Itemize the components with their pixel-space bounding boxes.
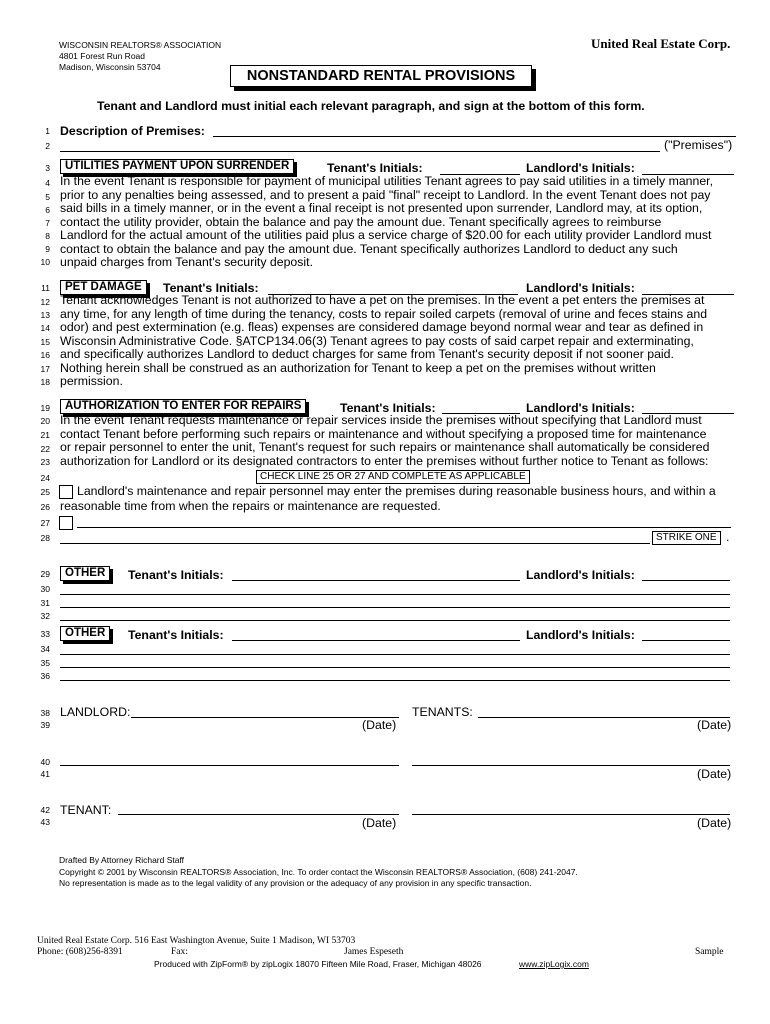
- text-line: contact the utility provider, obtain the balance and pay the amount due. Tenant specifically agrees to reimburse: [60, 214, 662, 229]
- line-number: 13: [40, 310, 50, 320]
- line-number: 16: [40, 350, 50, 360]
- text-line: prior to any penalties being assessed, and to present a paid "final" receipt to Landlord. In the event Tenant does not pay: [60, 187, 711, 202]
- line-number: 30: [40, 584, 50, 594]
- line-27-checkbox[interactable]: [59, 516, 73, 530]
- line-41-date-label: (Date): [697, 767, 732, 781]
- line-number: 34: [40, 644, 50, 654]
- line-number: 17: [40, 364, 50, 374]
- line-number: 14: [40, 323, 50, 333]
- line-number: 1: [45, 126, 50, 136]
- line-number: 38: [40, 708, 50, 718]
- other1-landlord-initials-field[interactable]: [642, 580, 730, 581]
- line-number: 18: [40, 377, 50, 387]
- line-number: 41: [40, 769, 50, 779]
- repairs-option-25-cont: reasonable time from when the repairs or maintenance are requested.: [60, 499, 441, 513]
- other2-line-35[interactable]: [60, 667, 730, 668]
- other2-landlord-initials-label: Landlord's Initials:: [526, 628, 635, 642]
- signature-line-40-left[interactable]: [60, 765, 399, 766]
- line-number: 15: [40, 337, 50, 347]
- text-line: contact Tenant before performing such repairs or maintenance and without specifying a proposed time for maintenance: [60, 426, 707, 441]
- association-name: WISCONSIN REALTORS® ASSOCIATION: [59, 40, 222, 50]
- line-number: 42: [40, 805, 50, 815]
- repairs-tag: AUTHORIZATION TO ENTER FOR REPAIRS: [60, 399, 306, 414]
- repairs-landlord-initials-label: Landlord's Initials:: [526, 401, 635, 415]
- other2-line-34[interactable]: [60, 654, 730, 655]
- line-number: 8: [45, 231, 50, 241]
- line-number: 24: [40, 473, 50, 483]
- text-line: permission.: [60, 374, 123, 388]
- produced-with: Produced with ZipForm® by zipLogix 18070 Fifteen Mile Road, Fraser, Michigan 48026: [154, 959, 482, 969]
- tenant-signature-label: TENANT:: [60, 803, 112, 817]
- text-line: Landlord for the actual amount of the utilities paid plus a service charge of $20.00 for each utility provider Landlord must: [60, 228, 712, 242]
- tenants-signature-line[interactable]: [478, 717, 730, 718]
- line-number: 26: [40, 502, 50, 512]
- tenant-signature-line-right[interactable]: [412, 814, 730, 815]
- copyright: Copyright © 2001 by Wisconsin REALTORS® Association, Inc. To order contact the Wisconsin REALTORS® Association, (608) 241-2047.: [59, 867, 578, 877]
- premises-input-line-1[interactable]: [213, 136, 736, 137]
- utilities-tenant-initials-label: Tenant's Initials:: [327, 161, 423, 175]
- company-phone: Phone: (608)256-8391: [37, 947, 123, 957]
- line-25-checkbox[interactable]: [59, 485, 73, 499]
- line-number: 39: [40, 720, 50, 730]
- landlord-signature-label: LANDLORD:: [60, 705, 131, 719]
- other1-line-30[interactable]: [60, 594, 730, 595]
- landlord-date-label: (Date): [362, 718, 397, 732]
- text-line: or repair personnel to enter the unit, Tenant's request for such repairs or maintenance shall automatically be considered: [60, 440, 710, 454]
- text-line: any time, for any length of time during the tenancy, costs to repair soiled carpets (removal of urine and feces stains and: [60, 306, 708, 321]
- text-line: Tenant acknowledges Tenant is not authorized to have a pet on the premises. In the event a pet enters the premises at: [60, 293, 705, 307]
- other-tag-1: OTHER: [60, 566, 110, 581]
- text-line: Nothing herein shall be construed as an authorization for Tenant to keep a pet on the premises without written: [60, 360, 656, 375]
- line-number: 28: [40, 533, 50, 543]
- line-number: 10: [40, 257, 50, 267]
- drafted-by: Drafted By Attorney Richard Staff: [59, 855, 185, 865]
- line-number: 35: [40, 658, 50, 668]
- line-number: 7: [45, 218, 50, 228]
- utilities-tag: UTILITIES PAYMENT UPON SURRENDER: [60, 159, 294, 174]
- text-line: In the event Tenant is responsible for payment of municipal utilities Tenant agrees to pay said utilities in a timely manner,: [60, 174, 714, 188]
- line-number: 3: [45, 163, 50, 173]
- tenants-date-label: (Date): [697, 718, 732, 732]
- line-number: 27: [40, 518, 50, 528]
- agent-name: James Espeseth: [344, 947, 404, 957]
- tenant-right-date-label: (Date): [697, 816, 732, 830]
- pet-landlord-initials-label: Landlord's Initials:: [526, 281, 635, 295]
- line-number: 20: [40, 416, 50, 426]
- other1-line-31[interactable]: [60, 607, 730, 608]
- text-line: contact to obtain the balance and pay the amount due. Tenant specifically authorizes Landlord to deduct any such: [60, 241, 678, 256]
- strike-one-note: STRIKE ONE: [652, 531, 721, 545]
- line-number: 40: [40, 757, 50, 767]
- line-number: 33: [40, 629, 50, 639]
- line-number: 4: [45, 178, 50, 188]
- text-line: and specifically authorizes Landlord to deduct charges for same from Tenant's security deposit if not sooner paid.: [60, 347, 674, 361]
- association-address-2: Madison, Wisconsin 53704: [59, 62, 161, 72]
- other1-tenant-initials-label: Tenant's Initials:: [128, 568, 224, 582]
- text-line: unpaid charges from Tenant's security deposit.: [60, 255, 313, 269]
- check-instruction-note: CHECK LINE 25 OR 27 AND COMPLETE AS APPLICABLE: [256, 470, 530, 484]
- text-line: odor) and pest extermination (e.g. fleas) expenses are considered damage beyond normal wear and tear as defined in: [60, 320, 704, 334]
- line-number: 25: [40, 487, 50, 497]
- period: .: [726, 530, 730, 544]
- line-number: 9: [45, 244, 50, 254]
- text-line: In the event Tenant requests maintenance or repair services inside the premises without specifying that Landlord must: [60, 413, 702, 427]
- company-address: United Real Estate Corp. 516 East Washington Avenue, Suite 1 Madison, WI 53703: [37, 936, 356, 946]
- other2-line-36[interactable]: [60, 680, 730, 681]
- line-number: 36: [40, 671, 50, 681]
- line-number: 32: [40, 611, 50, 621]
- pet-tenant-initials-label: Tenant's Initials:: [163, 281, 259, 295]
- other1-tenant-initials-field[interactable]: [232, 580, 520, 581]
- premises-suffix: ("Premises"): [664, 138, 733, 152]
- other1-landlord-initials-label: Landlord's Initials:: [526, 568, 635, 582]
- line-number: 19: [40, 403, 50, 413]
- line-number: 29: [40, 569, 50, 579]
- repairs-text: [60, 414, 736, 468]
- other2-landlord-initials-field[interactable]: [642, 640, 730, 641]
- text-line: Wisconsin Administrative Code. §ATCP134.06(3) Tenant agrees to pay costs of said carpet repair and exterminating,: [60, 333, 694, 348]
- company-name: United Real Estate Corp.: [591, 36, 731, 51]
- other1-line-32[interactable]: [60, 620, 730, 621]
- line-number: 43: [40, 817, 50, 827]
- line-28-input[interactable]: [60, 543, 650, 544]
- repairs-tenant-initials-label: Tenant's Initials:: [340, 401, 436, 415]
- utilities-text: [60, 175, 736, 270]
- line-number: 31: [40, 598, 50, 608]
- line-27-input[interactable]: [77, 527, 731, 528]
- signature-line-40-right[interactable]: [412, 765, 730, 766]
- other2-tenant-initials-field[interactable]: [232, 640, 520, 641]
- tenants-signature-label: TENANTS:: [412, 705, 473, 719]
- tenant-signature-line[interactable]: [118, 814, 399, 815]
- line-number: 5: [45, 192, 50, 202]
- other-tag-2: OTHER: [60, 626, 110, 641]
- disclaimer: No representation is made as to the legal validity of any provision or the adequacy of any provision in any specific transaction.: [59, 878, 532, 888]
- line-number: 11: [41, 283, 50, 293]
- instruction-text: Tenant and Landlord must initial each relevant paragraph, and sign at the bottom of this form.: [97, 99, 645, 113]
- tenant-date-label: (Date): [362, 816, 397, 830]
- repairs-option-25: Landlord's maintenance and repair personnel may enter the premises during reasonable business hours, and within a: [77, 484, 716, 498]
- line-number: 23: [40, 457, 50, 467]
- premises-label: Description of Premises:: [60, 124, 205, 138]
- association-address-1: 4801 Forest Run Road: [59, 51, 145, 61]
- line-number: 12: [40, 297, 50, 307]
- premises-input-line-2[interactable]: [60, 151, 660, 152]
- sample-label: Sample: [695, 947, 724, 957]
- ziplogix-link[interactable]: www.zipLogix.com: [519, 959, 589, 969]
- line-number: 22: [40, 444, 50, 454]
- company-fax: Fax:: [171, 947, 188, 957]
- landlord-signature-line[interactable]: [131, 717, 399, 718]
- other2-tenant-initials-label: Tenant's Initials:: [128, 628, 224, 642]
- line-number: 2: [45, 141, 50, 151]
- text-line: authorization for Landlord or its designated contractors to enter the premises without further notice to Tenant as follows:: [60, 453, 709, 468]
- text-line: said bills in a timely manner, or in the event a final receipt is not presented upon surrender, Landlord may, at its option,: [60, 201, 703, 215]
- utilities-landlord-initials-label: Landlord's Initials:: [526, 161, 635, 175]
- pet-damage-tag: PET DAMAGE: [60, 280, 147, 295]
- line-number: 6: [45, 205, 50, 215]
- pet-text: [60, 294, 736, 389]
- line-number: 21: [40, 430, 50, 440]
- form-title: NONSTANDARD RENTAL PROVISIONS: [230, 65, 532, 87]
